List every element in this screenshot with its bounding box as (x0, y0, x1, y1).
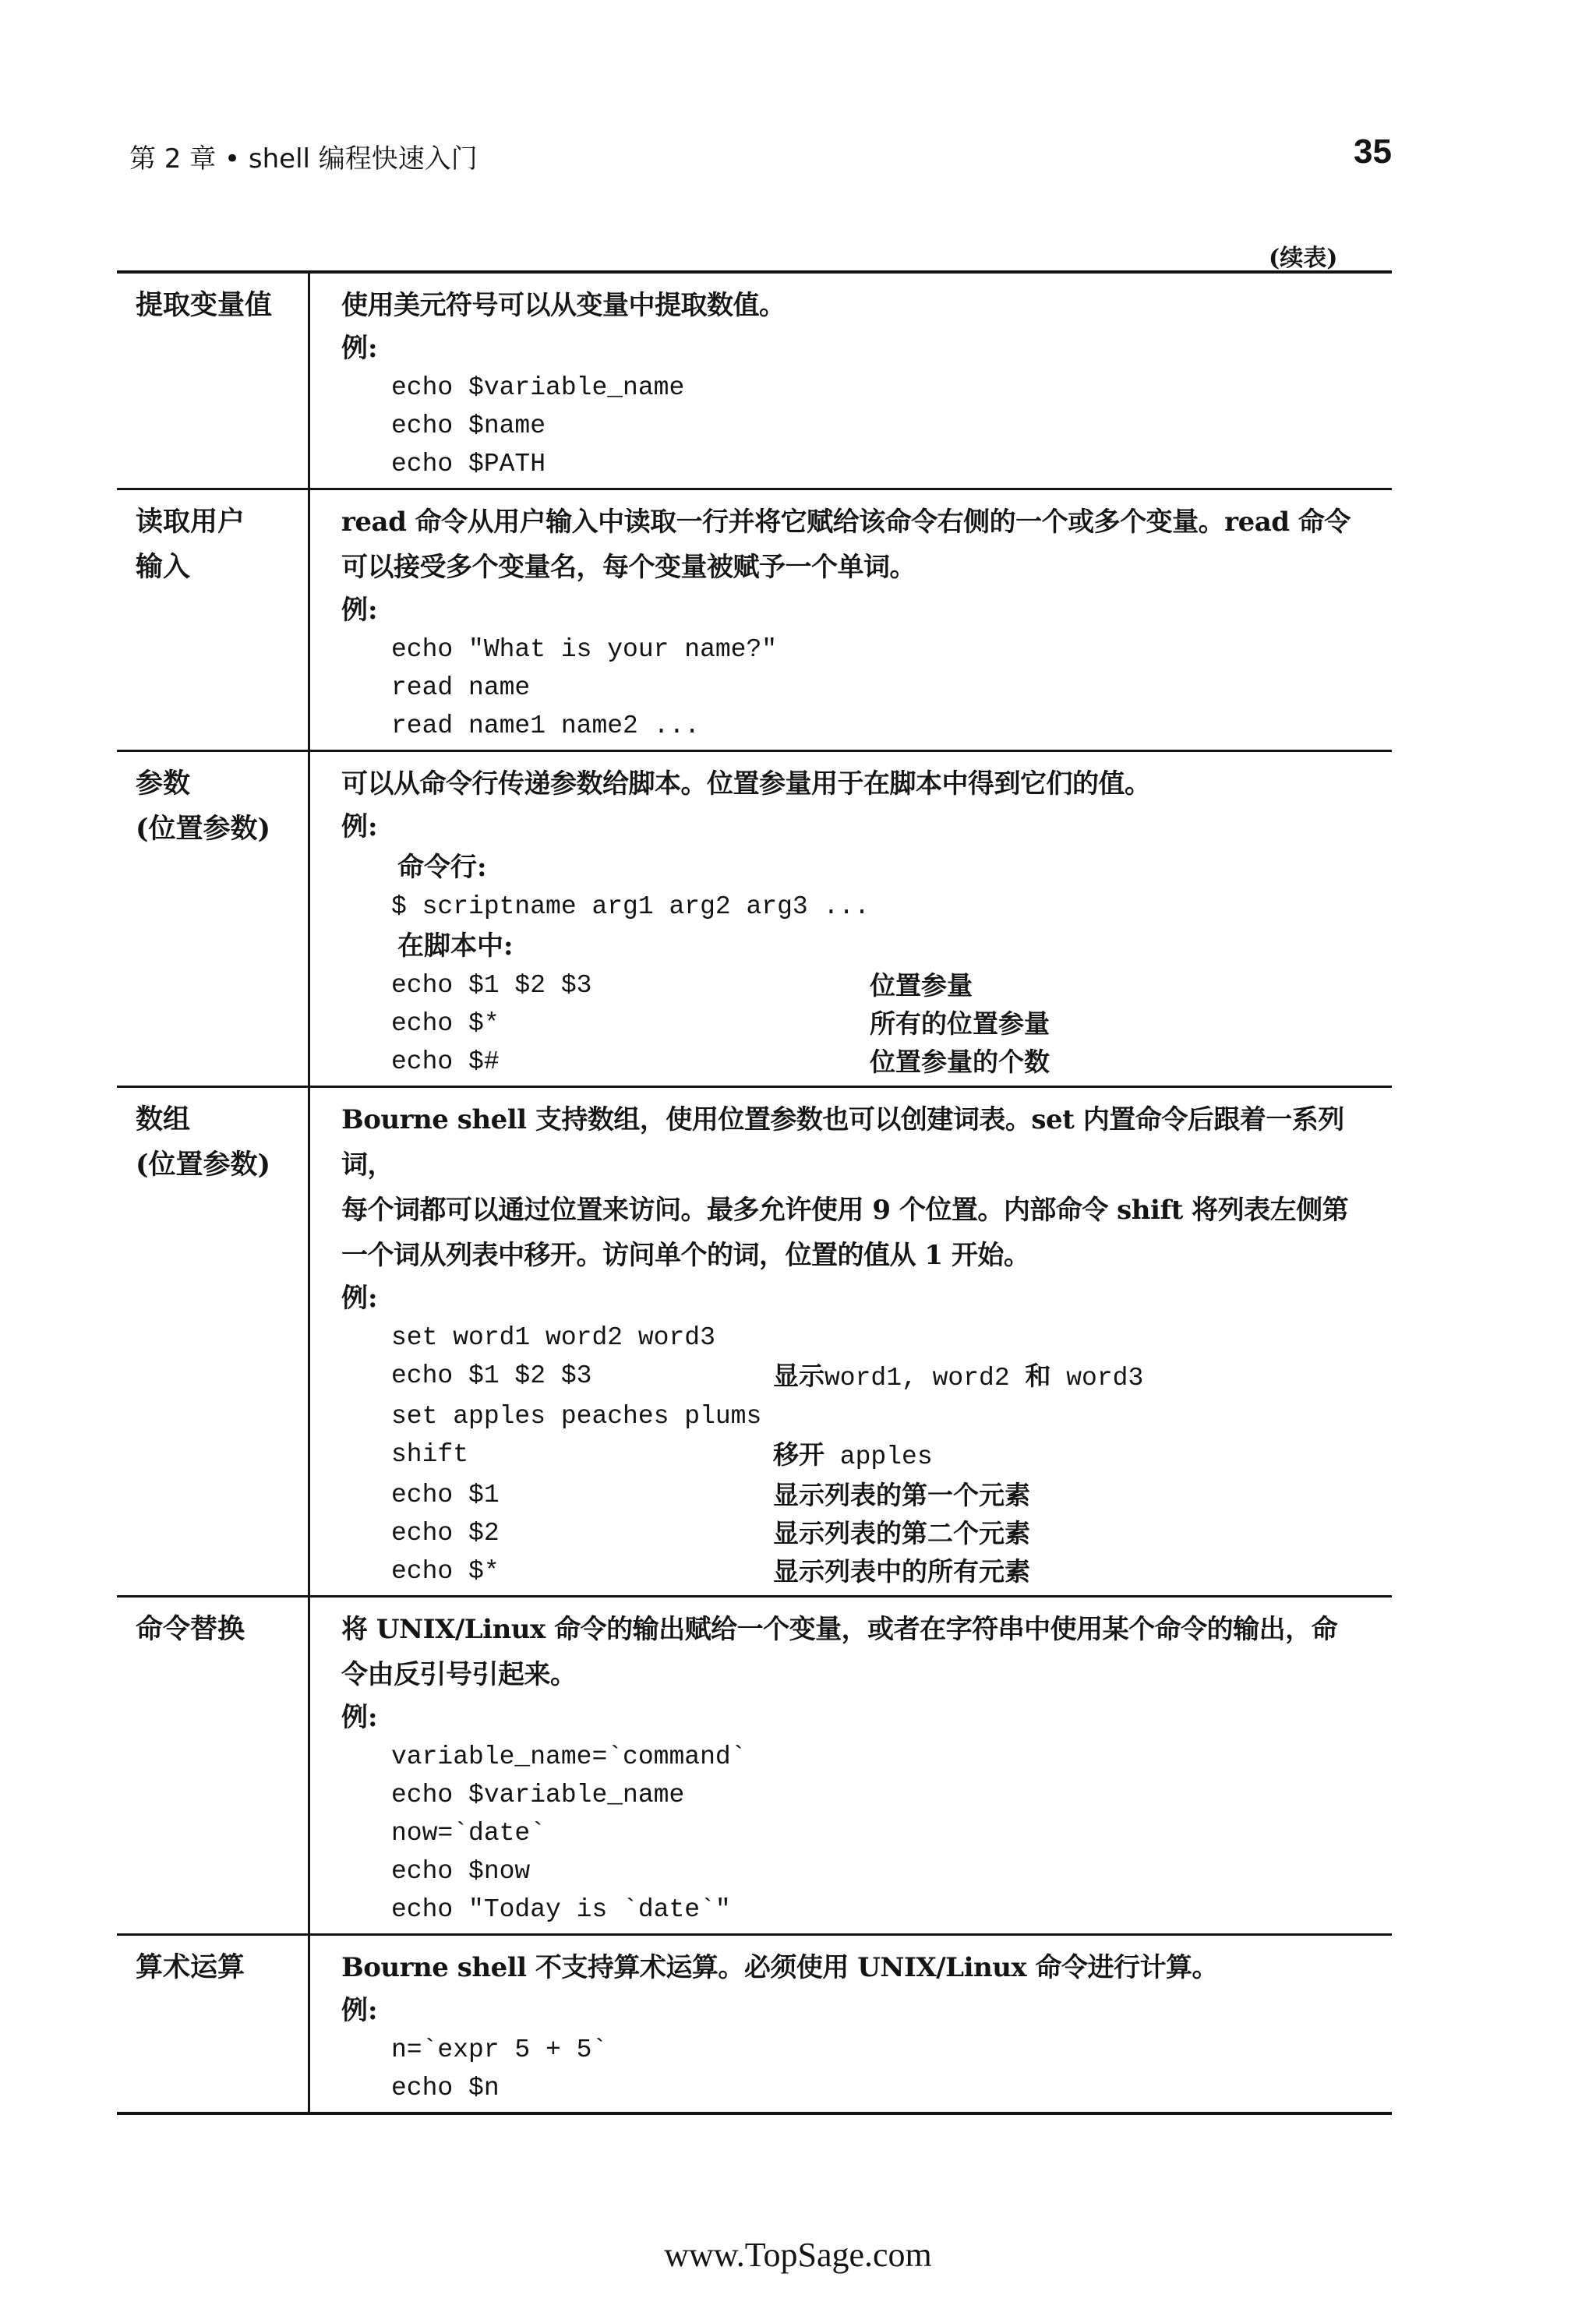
footer-url: www.TopSage.com (664, 2236, 932, 2274)
code-line: echo $1 $2 $3 (391, 971, 592, 1000)
term-line: 算术运算 (136, 1951, 245, 1983)
term-line: (位置参数) (136, 813, 271, 845)
code-line: echo $variable_name (391, 1781, 685, 1809)
description-text (341, 1945, 1379, 1990)
example-label: 例: (341, 595, 378, 626)
code-line: $ scriptname arg1 arg2 arg3 ... (391, 892, 870, 921)
code-line: echo $* (391, 1009, 500, 1038)
code-line: echo $2 (391, 1519, 500, 1548)
note-text: 移开 (773, 1439, 824, 1470)
para-line: 令由反引号引起来。 (341, 1659, 577, 1690)
description-text (341, 1097, 1379, 1278)
para-line: 每个词都可以通过位置来访问。最多允许使用 9 个位置。内部命令 shift 将列表左侧第 (341, 1195, 1349, 1226)
cmdline-label: 命令行: (397, 852, 487, 883)
example-label: 例: (341, 811, 378, 842)
page-number: 35 (1354, 132, 1392, 171)
table-row (117, 750, 1392, 1086)
note-text: 和 (1025, 1361, 1051, 1391)
row-term (117, 1088, 310, 1595)
term-line: 输入 (136, 551, 191, 583)
code-line: now=`date` (391, 1819, 546, 1848)
description-text (341, 761, 1379, 807)
note-text: 显示 (773, 1361, 824, 1391)
code-line: read name (391, 673, 531, 702)
note-code: apples (824, 1442, 933, 1471)
row-description (310, 490, 1392, 750)
term-line: 参数 (136, 768, 191, 800)
description-text (341, 1607, 1379, 1697)
inscript-label: 在脚本中: (397, 930, 514, 962)
code-annotation-pair (341, 1319, 1379, 1357)
code-annotation-pair (341, 1043, 1379, 1081)
term-line: (位置参数) (136, 1149, 271, 1181)
table-row (117, 1086, 1392, 1595)
term-line: 命令替换 (136, 1613, 245, 1645)
code-line: echo $name (391, 411, 546, 440)
code-line: echo $1 $2 $3 (391, 1361, 592, 1390)
term-line: 提取变量值 (136, 289, 273, 321)
para-line: Bourne shell 不支持算术运算。必须使用 UNIX/Linux 命令进行计算。 (341, 1952, 1219, 1983)
code-note: 显示列表的第二个元素 (773, 1518, 1030, 1548)
reference-table (117, 270, 1392, 2115)
code-line: echo $now (391, 1857, 531, 1886)
code-block (341, 2031, 1379, 2107)
code-note: 所有的位置参量 (870, 1008, 1050, 1039)
description-text (341, 283, 1379, 328)
description-text (341, 500, 1379, 590)
code-note (773, 1435, 933, 1476)
code-line: echo $1 (391, 1481, 500, 1509)
code-block (341, 1738, 1379, 1929)
code-line: read name1 name2 ... (391, 711, 701, 740)
code-annotation-pair (341, 1397, 1379, 1435)
code-note: 位置参量 (870, 970, 973, 1001)
code-annotation-pair (341, 1552, 1379, 1590)
note-code: word1, word2 (824, 1364, 1026, 1393)
code-line: echo $* (391, 1557, 500, 1586)
code-line: shift (391, 1440, 469, 1469)
note-code: word3 (1050, 1364, 1144, 1393)
para-line: 可以从命令行传递参数给脚本。位置参量用于在脚本中得到它们的值。 (341, 768, 1151, 800)
term-line: 读取用户 (136, 506, 245, 538)
para-line: read 命令从用户输入中读取一行并将它赋给该命令右侧的一个或多个变量。read 命令 (341, 507, 1351, 538)
table-row (117, 274, 1392, 488)
code-annotation-pair (341, 1435, 1379, 1476)
code-line: set word1 word2 word3 (391, 1323, 715, 1352)
code-line: echo $# (391, 1047, 500, 1076)
code-annotation-pair (341, 1004, 1379, 1043)
code-line: echo "Today is `date`" (391, 1895, 731, 1924)
code-line: echo $PATH (391, 450, 546, 478)
code-annotation-pair (341, 1514, 1379, 1552)
row-term (117, 1936, 310, 2112)
code-line: n=`expr 5 + 5` (391, 2035, 608, 2064)
row-term (117, 1598, 310, 1933)
term-line: 数组 (136, 1103, 191, 1135)
example-label: 例: (341, 333, 378, 364)
chapter-title: 第 2 章 • shell 编程快速入门 (129, 143, 478, 175)
code-annotation-pair (341, 1357, 1379, 1397)
code-note: 位置参量的个数 (870, 1047, 1050, 1077)
row-description (310, 1088, 1392, 1595)
para-line: 使用美元符号可以从变量中提取数值。 (341, 290, 786, 321)
code-line: set apples peaches plums (391, 1402, 762, 1431)
code-annotation-pair (341, 1476, 1379, 1514)
code-note (773, 1357, 1143, 1397)
code-line: variable_name=`command` (391, 1742, 747, 1771)
row-description (310, 1936, 1392, 2112)
para-line: 一个词从列表中移开。访问单个的词，位置的值从 1 开始。 (341, 1240, 1030, 1271)
table-row (117, 1933, 1392, 2112)
table-row (117, 1595, 1392, 1933)
code-annotation-pair (341, 966, 1379, 1004)
para-line: Bourne shell 支持数组，使用位置参数也可以创建词表。set 内置命令后跟着一系列词， (341, 1104, 1344, 1181)
code-note: 显示列表的第一个元素 (773, 1480, 1030, 1510)
table-row (117, 488, 1392, 750)
code-line: echo $n (391, 2074, 500, 2102)
example-label: 例: (341, 1995, 378, 2026)
para-line: 将 UNIX/Linux 命令的输出赋给一个变量，或者在字符串中使用某个命令的输出，命 (341, 1614, 1338, 1645)
code-line: echo $variable_name (391, 373, 685, 402)
row-description (310, 1598, 1392, 1933)
code-note: 显示列表中的所有元素 (773, 1556, 1030, 1587)
code-line: echo "What is your name?" (391, 635, 778, 664)
example-label: 例: (341, 1702, 378, 1733)
row-term (117, 752, 310, 1086)
para-line: 可以接受多个变量名，每个变量被赋予一个单词。 (341, 552, 916, 583)
running-header (129, 132, 1392, 184)
row-term (117, 490, 310, 750)
row-term (117, 274, 310, 488)
example-label: 例: (341, 1283, 378, 1314)
continued-label: (续表) (1269, 245, 1338, 272)
row-description (310, 274, 1392, 488)
row-description (310, 752, 1392, 1086)
code-block (341, 369, 1379, 483)
code-block (341, 630, 1379, 745)
